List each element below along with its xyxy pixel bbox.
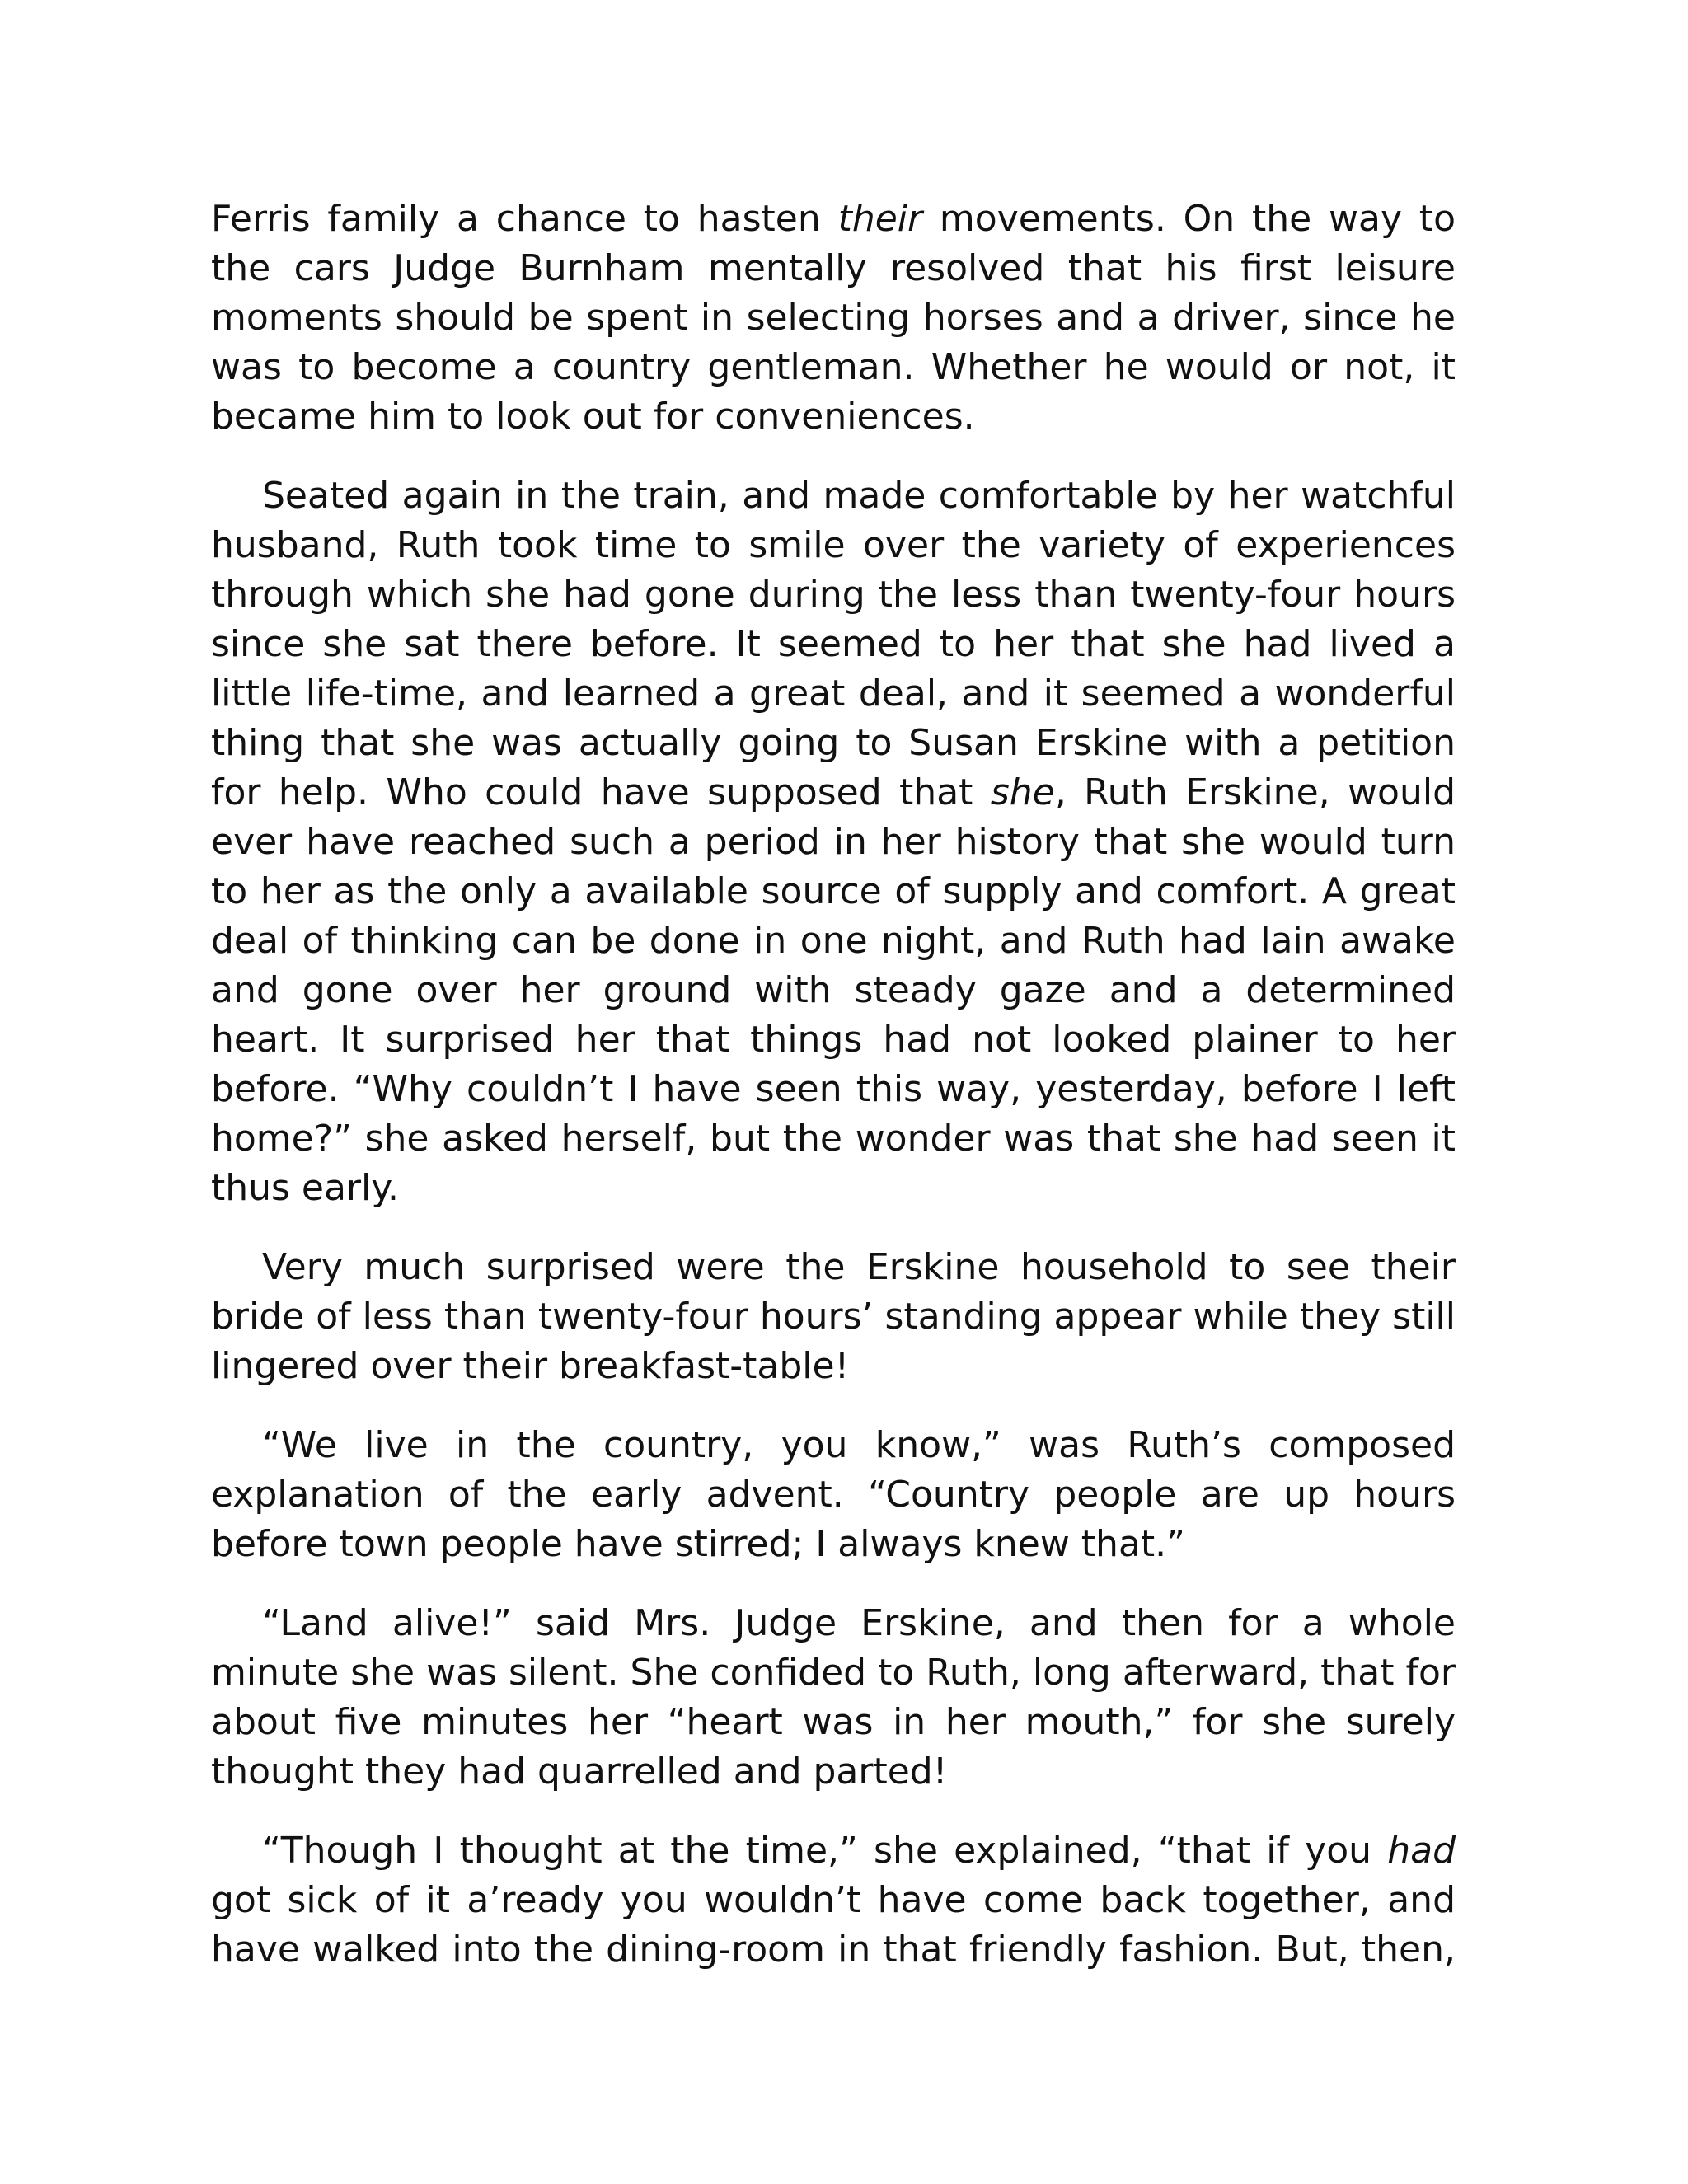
text-run: , Ruth Erskine, would ever have reached such a period in her history that she would turn to her as the only a available source of supply and comfort. A great deal of thinking can be done in one night, and Ruth had lain awake and gone over her ground with steady gaze and a determined heart. It surprised her that things had not looked plainer to her before. “Why couldn’t I have seen this way, yesterday, before I left home?” she asked herself, but the wonder was that she had seen it thus early. bbox=[211, 771, 1456, 1209]
paragraph bbox=[211, 471, 1456, 1213]
italic-text: had bbox=[1387, 1830, 1456, 1872]
text-run: “We live in the country, you know,” was Ruth’s composed explanation of the early advent. “Country people are up hours before town people have stirred; I always knew that.” bbox=[211, 1424, 1456, 1565]
page-text bbox=[211, 194, 1456, 2004]
text-run: Very much surprised were the Erskine household to see their bride of less than twenty-four hours’ standing appear while they still lingered over their breakfast-table! bbox=[211, 1246, 1456, 1387]
paragraph bbox=[211, 1243, 1456, 1391]
text-run: Seated again in the train, and made comfortable by her watchful husband, Ruth took time to smile over the variety of experiences through which she had gone during the less than twenty-four hours since she sat there before. It seemed to her that she had lived a little life-time, and learned a great deal, and it seemed a wonderful thing that she was actually going to Susan Erskine with a petition for help. Who could have supposed that bbox=[211, 475, 1456, 813]
paragraph bbox=[211, 1826, 1456, 1975]
text-run: “Though I thought at the time,” she explained, “that if you bbox=[262, 1830, 1388, 1872]
text-run: Ferris family a chance to hasten bbox=[211, 198, 838, 240]
text-run: got sick of it a’ready you wouldn’t have come back together, and have walked into the dining-room in that friendly fashion. But, then, bbox=[211, 1879, 1456, 1971]
paragraph bbox=[211, 194, 1456, 442]
paragraph bbox=[211, 1421, 1456, 1569]
text-run: “Land alive!” said Mrs. Judge Erskine, and then for a whole minute she was silent. She confided to Ruth, long afterward, that for about five minutes her “heart was in her mouth,” for she surely thought they had quarrelled and parted! bbox=[211, 1602, 1456, 1793]
italic-text: their bbox=[837, 198, 923, 240]
paragraph bbox=[211, 1599, 1456, 1797]
italic-text: she bbox=[990, 771, 1055, 813]
text-run: movements. On the way to the cars Judge Burnham mentally resolved that his first leisure moments should be spent in selecting horses and a driver, since he was to become a country gentleman. Whether he would or not, it became him to look out for conveniences. bbox=[211, 198, 1456, 438]
